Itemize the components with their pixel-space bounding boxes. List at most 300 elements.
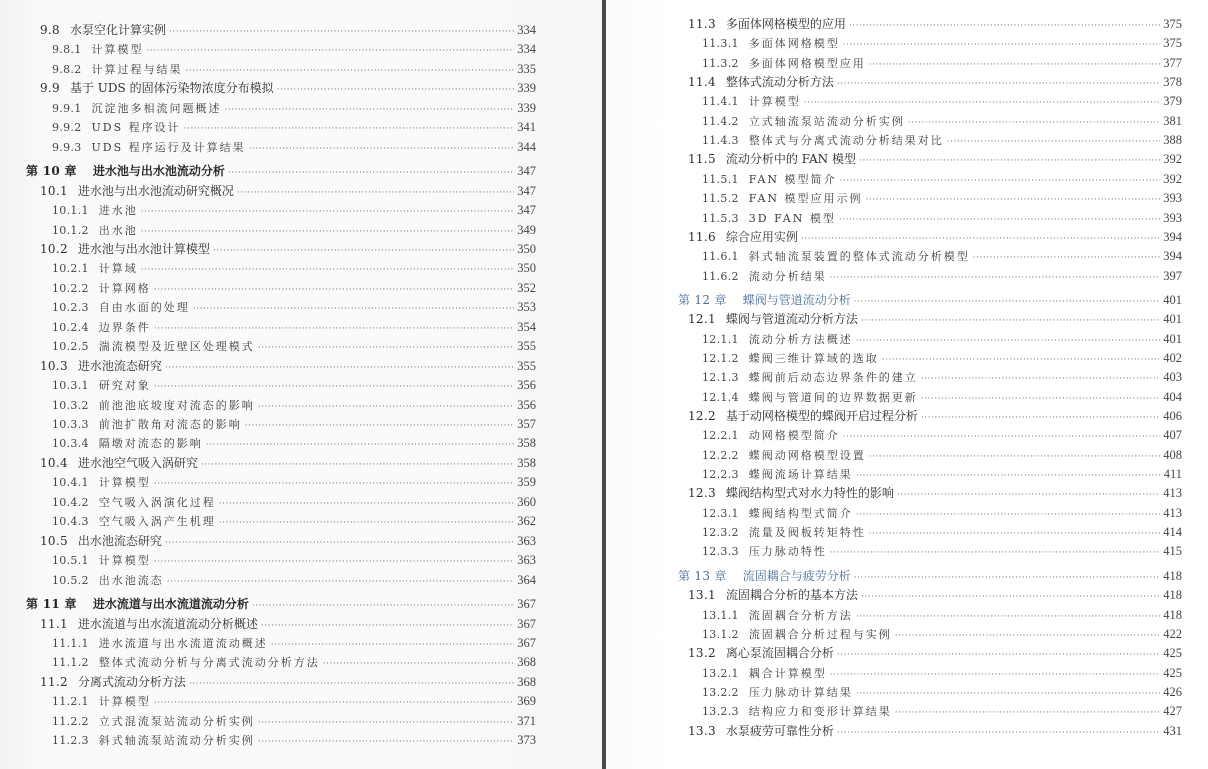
toc-entry-chapter[interactable] (678, 567, 1182, 585)
toc-entry-number: 13.1.2 (702, 627, 739, 641)
toc-entry-number: 11.5.1 (702, 172, 739, 186)
toc-entry-sub[interactable] (52, 138, 536, 156)
dot-leader (228, 164, 514, 182)
toc-entry-section[interactable] (688, 484, 1182, 502)
dot-leader (271, 636, 514, 654)
toc-entry-page: 373 (517, 733, 536, 748)
toc-entry-number: 9.9.2 (52, 121, 82, 135)
toc-entry-page: 407 (1163, 428, 1182, 443)
toc-entry-number: 13.3 (688, 723, 716, 738)
toc-entry-sub[interactable] (52, 653, 536, 671)
toc-entry-title: 流量及阀板转矩特性 (748, 526, 866, 540)
toc-entry-page: 334 (517, 23, 536, 37)
toc-entry-section[interactable] (688, 73, 1182, 91)
dot-leader (856, 685, 1160, 703)
dot-leader (804, 94, 1160, 112)
toc-entry-chapter[interactable] (678, 291, 1182, 309)
toc-entry-page: 392 (1163, 152, 1182, 167)
toc-entry-section[interactable] (40, 673, 536, 691)
dot-leader (237, 184, 514, 202)
toc-entry-sub[interactable] (702, 446, 1182, 464)
toc-entry-number: 11.6 (688, 229, 716, 244)
toc-entry-number: 10.3.4 (52, 437, 89, 451)
toc-entry-title: 进水流道与出水流道流动分析 (92, 597, 249, 612)
toc-entry-number: 13.2 (688, 646, 716, 661)
toc-entry-page: 415 (1163, 544, 1182, 559)
toc-entry-page: 394 (1163, 229, 1182, 244)
toc-entry-sub[interactable] (52, 99, 536, 117)
toc-entry-page: 431 (1163, 723, 1182, 738)
toc-entry-chapter[interactable] (26, 162, 536, 180)
toc-entry-title: 研究对象 (98, 379, 151, 393)
toc-entry-number: 12.1.3 (702, 371, 739, 385)
toc-entry-title: 立式混流泵站流动分析实例 (98, 714, 255, 728)
right-page (606, 0, 1208, 769)
toc-entry-sub[interactable] (702, 209, 1182, 227)
dot-leader (861, 312, 1160, 330)
toc-entry-title: 压力脉动特性 (748, 545, 827, 559)
toc-entry-title: 计算过程与结果 (91, 62, 183, 76)
toc-entry-number: 11.1.2 (52, 656, 89, 670)
toc-entry-sub[interactable] (702, 54, 1182, 72)
toc-entry-number: 10.5.1 (52, 554, 89, 568)
toc-entry-number: 12.2 (688, 409, 716, 423)
toc-entry-page: 408 (1163, 447, 1182, 462)
toc-entry-number: 10.2.5 (52, 340, 89, 354)
toc-entry-title: 湍流模型及近壁区处理模式 (98, 340, 255, 354)
toc-entry-number: 10.4.2 (52, 495, 89, 509)
toc-entry-sub[interactable] (702, 664, 1182, 682)
toc-entry-page: 422 (1163, 626, 1182, 641)
toc-entry-number: 11.2 (40, 674, 68, 689)
dot-leader (141, 203, 514, 221)
toc-entry-number: 9.8 (40, 23, 60, 37)
toc-entry-number: 10.3.2 (52, 398, 89, 412)
toc-entry-page: 358 (517, 455, 536, 470)
toc-entry-number: 11.5.3 (702, 211, 739, 225)
toc-entry-number: 12.1.2 (702, 351, 739, 365)
toc-entry-sub[interactable] (702, 426, 1182, 444)
dot-leader (258, 733, 514, 751)
toc-entry-sub[interactable] (702, 189, 1182, 207)
toc-entry-title: 进水池空气吸入涡研究 (77, 455, 198, 470)
toc-entry-number: 10.5.2 (52, 573, 89, 587)
dot-leader (856, 332, 1160, 350)
dot-leader (225, 101, 515, 119)
toc-entry-title: 进水池流态研究 (77, 358, 162, 373)
toc-entry-number: 第 13 章 (678, 568, 727, 583)
toc-entry-number: 第 12 章 (678, 292, 727, 307)
toc-entry-title: 多面体网格模型的应用 (725, 17, 846, 31)
toc-entry-page: 401 (1163, 331, 1182, 346)
toc-entry-number: 11.5.2 (702, 192, 739, 206)
toc-entry-number: 第 10 章 (26, 164, 77, 179)
toc-entry-section[interactable] (688, 644, 1182, 662)
toc-entry-section[interactable] (688, 722, 1182, 740)
toc-entry-page: 350 (517, 261, 536, 276)
toc-entry-title: 蝶阀前后动态边界条件的建立 (748, 371, 918, 385)
toc-entry-number: 12.1 (688, 312, 716, 327)
toc-entry-title: 耦合计算模型 (748, 666, 827, 680)
toc-entry-page: 413 (1163, 486, 1182, 501)
dot-leader (843, 428, 1160, 446)
dot-leader (973, 249, 1160, 267)
toc-entry-title: 流动分析结果 (748, 269, 827, 283)
toc-entry-number: 11.3.2 (702, 56, 739, 70)
toc-entry-page: 344 (517, 139, 536, 154)
toc-entry-sub[interactable] (52, 571, 536, 589)
toc-entry-page: 402 (1163, 350, 1182, 365)
toc-entry-number: 10.1.1 (52, 204, 89, 218)
toc-entry-sub[interactable] (702, 606, 1182, 624)
toc-entry-page: 371 (517, 713, 536, 728)
toc-entry-sub[interactable] (702, 349, 1182, 367)
toc-entry-page: 354 (517, 319, 536, 334)
toc-entry-title: 进水池与出水池流动研究概况 (77, 183, 234, 198)
dot-leader (189, 675, 514, 693)
toc-entry-title: 离心泵流固耦合分析 (725, 646, 834, 661)
toc-entry-sub[interactable] (702, 388, 1182, 406)
toc-entry-title: 流固耦合与疲劳分析 (742, 568, 851, 583)
toc-entry-page: 378 (1163, 75, 1182, 90)
dot-leader (258, 714, 514, 732)
toc-entry-title: 出水池流态研究 (77, 533, 162, 548)
dot-leader (856, 467, 1161, 485)
toc-entry-number: 13.2.2 (702, 685, 739, 699)
dot-leader (201, 456, 514, 474)
toc-entry-title: 前池扩散角对流态的影响 (98, 418, 242, 431)
dot-leader (830, 269, 1160, 287)
toc-entry-title: 基于动网格模型的蝶阀开启过程分析 (725, 409, 918, 423)
toc-entry-number: 12.2.3 (702, 468, 739, 482)
dot-leader (830, 544, 1160, 562)
toc-entry-title: 流动分析中的 FAN 模型 (725, 152, 857, 167)
toc-entry-page: 347 (517, 164, 536, 179)
toc-entry-page: 339 (517, 81, 536, 96)
dot-leader (869, 448, 1160, 466)
toc-entry-sub[interactable] (52, 40, 536, 58)
dot-leader (165, 359, 514, 377)
dot-leader (897, 486, 1160, 504)
toc-entry-number: 11.6.1 (702, 250, 739, 264)
toc-entry-page: 392 (1163, 171, 1182, 186)
dot-leader (801, 230, 1160, 248)
toc-entry-title: 流动分析方法概述 (748, 332, 853, 346)
toc-entry-number: 12.1.4 (702, 390, 739, 404)
toc-entry-number: 10.3 (40, 358, 68, 373)
toc-entry-page: 425 (1163, 665, 1182, 680)
toc-entry-page: 347 (517, 183, 536, 198)
toc-entry-number: 10.3.3 (52, 418, 89, 431)
toc-entry-number: 10.2.3 (52, 301, 89, 315)
dot-leader (141, 223, 514, 241)
toc-entry-sub[interactable] (52, 692, 536, 710)
toc-entry-page: 347 (517, 203, 536, 218)
toc-entry-sub[interactable] (52, 712, 536, 730)
toc-entry-sub[interactable] (702, 368, 1182, 386)
toc-entry-page: 397 (1163, 268, 1182, 283)
dot-leader (245, 417, 514, 435)
toc-entry-page: 368 (517, 655, 536, 670)
dot-leader (186, 62, 515, 80)
toc-entry-number: 12.2.2 (702, 448, 739, 462)
toc-entry-page: 369 (517, 694, 536, 709)
toc-entry-number: 12.3.3 (702, 545, 739, 559)
toc-entry-page: 364 (517, 572, 536, 587)
dot-leader (154, 553, 514, 571)
toc-entry-page: 363 (517, 533, 536, 548)
toc-entry-sub[interactable] (52, 396, 536, 414)
toc-entry-title: 立式轴流泵站流动分析实例 (748, 114, 905, 128)
toc-entry-page: 418 (1163, 568, 1182, 583)
toc-entry-sub[interactable] (702, 247, 1182, 265)
toc-entry-title: 斜式轴流泵装置的整体式流动分析模型 (748, 250, 970, 264)
toc-entry-title: 进水流道与出水流道流动分析概述 (77, 616, 258, 631)
toc-entry-number: 10.4.3 (52, 515, 89, 529)
toc-entry-sub[interactable] (52, 434, 536, 452)
toc-entry-sub[interactable] (702, 702, 1182, 720)
toc-entry-sub[interactable] (52, 201, 536, 219)
dot-leader (167, 573, 514, 591)
toc-entry-title: FAN 模型简介 (748, 172, 837, 186)
toc-entry-section[interactable] (688, 586, 1182, 604)
toc-entry-sub[interactable] (52, 221, 536, 239)
dot-leader (184, 120, 515, 138)
toc-entry-number: 11.2.1 (52, 695, 89, 709)
toc-entry-number: 13.2.1 (702, 666, 739, 680)
dot-leader (154, 475, 514, 493)
toc-entry-section[interactable] (688, 407, 1182, 425)
toc-entry-title: 流固耦合分析过程与实例 (748, 627, 892, 641)
toc-entry-title: 斜式轴流泵站流动分析实例 (98, 734, 255, 748)
toc-entry-sub[interactable] (52, 259, 536, 277)
left-page (0, 0, 602, 769)
toc-entry-section[interactable] (40, 21, 536, 39)
toc-entry-number: 11.4.1 (702, 95, 739, 109)
toc-entry-page: 401 (1163, 312, 1182, 327)
toc-entry-page: 334 (517, 42, 536, 57)
toc-entry-page: 353 (517, 300, 536, 315)
toc-entry-number: 11.2.2 (52, 714, 89, 728)
toc-entry-page: 377 (1163, 55, 1182, 70)
toc-entry-section[interactable] (40, 182, 536, 200)
toc-entry-page: 367 (517, 635, 536, 650)
dot-leader (219, 514, 514, 532)
toc-entry-sub[interactable] (52, 318, 536, 336)
dot-leader (277, 81, 515, 99)
toc-entry-sub[interactable] (702, 465, 1182, 483)
toc-entry-page: 394 (1163, 249, 1182, 264)
dot-leader (206, 436, 514, 454)
toc-entry-number: 12.3 (688, 486, 716, 501)
toc-entry-section[interactable] (688, 228, 1182, 246)
dot-leader (921, 370, 1160, 388)
dot-leader (165, 534, 514, 552)
dot-leader (258, 398, 514, 416)
dot-leader (839, 211, 1160, 229)
toc-entry-section[interactable] (688, 310, 1182, 328)
toc-entry-number: 10.2.2 (52, 281, 89, 295)
dot-leader (856, 608, 1160, 626)
toc-entry-sub[interactable] (702, 330, 1182, 348)
toc-entry-page: 411 (1163, 467, 1182, 482)
toc-entry-section[interactable] (40, 240, 536, 258)
toc-entry-sub[interactable] (52, 551, 536, 569)
toc-entry-section[interactable] (40, 454, 536, 472)
toc-entry-title: 蝶阀结构型式对水力特性的影响 (725, 486, 894, 501)
toc-entry-title: 蝶阀结构型式简介 (748, 506, 853, 520)
toc-entry-number: 13.2.3 (702, 705, 739, 719)
toc-entry-number: 11.2.3 (52, 734, 89, 748)
toc-entry-title: 动网格模型简介 (748, 429, 840, 443)
toc-entry-number: 11.1 (40, 616, 68, 631)
toc-entry-sub[interactable] (52, 473, 536, 491)
toc-entry-sub[interactable] (52, 493, 536, 511)
dot-leader (830, 666, 1160, 684)
toc-entry-section[interactable] (688, 150, 1182, 168)
toc-entry-sub[interactable] (702, 523, 1182, 541)
toc-entry-sub[interactable] (52, 60, 536, 78)
toc-entry-sub[interactable] (52, 118, 536, 136)
toc-entry-sub[interactable] (702, 170, 1182, 188)
toc-entry-title: 基于 UDS 的固体污染物浓度分布模拟 (69, 81, 274, 96)
dot-leader (252, 597, 514, 615)
toc-entry-sub[interactable] (702, 542, 1182, 560)
toc-entry-title: 进水池 (98, 204, 138, 218)
toc-entry-title: 蝶阀与管道流动分析 (742, 292, 851, 307)
toc-entry-page: 413 (1163, 505, 1182, 520)
dot-leader (193, 300, 514, 318)
toc-entry-page: 388 (1163, 133, 1182, 148)
toc-entry-number: 11.4 (688, 75, 716, 90)
toc-entry-sub[interactable] (702, 112, 1182, 130)
toc-entry-number: 第 11 章 (26, 597, 77, 612)
dot-leader (154, 320, 514, 338)
toc-entry-number: 11.6.2 (702, 269, 739, 283)
dot-leader (869, 525, 1160, 543)
toc-entry-page: 363 (517, 553, 536, 568)
toc-entry-number: 10.2 (40, 241, 68, 256)
dot-leader (882, 351, 1160, 369)
toc-entry-sub[interactable] (702, 504, 1182, 522)
toc-entry-page: 352 (517, 280, 536, 295)
dot-leader (854, 569, 1161, 587)
toc-entry-section[interactable] (40, 79, 536, 97)
toc-entry-title: 蝶阀动网格模型设置 (748, 448, 866, 462)
toc-entry-sub[interactable] (702, 131, 1182, 149)
toc-entry-title: 计算模型 (98, 476, 151, 490)
toc-entry-title: 边界条件 (98, 320, 151, 334)
toc-entry-title: 计算模型 (98, 695, 151, 709)
toc-entry-page: 350 (517, 241, 536, 256)
toc-entry-section[interactable] (40, 357, 536, 375)
toc-entry-title: 计算模型 (98, 554, 151, 568)
toc-entry-sub[interactable] (702, 92, 1182, 110)
toc-entry-sub[interactable] (702, 267, 1182, 285)
toc-entry-page: 356 (517, 378, 536, 393)
toc-entry-title: 整体式与分离式流动分析结果对比 (748, 134, 944, 148)
toc-entry-number: 11.3.1 (702, 37, 739, 51)
toc-entry-number: 9.8.1 (52, 43, 82, 57)
toc-entry-number: 13.1.1 (702, 608, 739, 622)
toc-entry-title: 计算模型 (748, 95, 801, 109)
toc-entry-title: 蝶阀与管道间的边界数据更新 (748, 390, 918, 404)
toc-entry-number: 9.9 (40, 81, 60, 96)
toc-entry-sub[interactable] (52, 634, 536, 652)
toc-entry-number: 10.5 (40, 533, 68, 548)
toc-entry-page: 356 (517, 397, 536, 412)
toc-entry-title: 计算域 (98, 262, 138, 276)
toc-entry-page: 341 (517, 120, 536, 135)
toc-entry-title: 计算网格 (98, 281, 151, 295)
toc-entry-sub[interactable] (52, 337, 536, 355)
toc-entry-page: 418 (1163, 588, 1182, 603)
toc-entry-page: 403 (1163, 370, 1182, 385)
toc-entry-page: 360 (517, 494, 536, 509)
toc-entry-title: 进水流道与出水流道流动概述 (98, 636, 268, 650)
toc-entry-number: 10.1.2 (52, 223, 89, 237)
toc-entry-sub[interactable] (52, 512, 536, 530)
dot-leader (154, 281, 514, 299)
toc-entry-page: 362 (517, 514, 536, 529)
toc-entry-title: 进水池与出水池计算模型 (77, 241, 210, 256)
dot-leader (854, 293, 1161, 311)
toc-entry-sub[interactable] (52, 731, 536, 749)
toc-entry-title: 蝶阀与管道流动分析方法 (725, 312, 858, 327)
toc-entry-page: 401 (1163, 292, 1182, 307)
toc-entry-sub[interactable] (52, 298, 536, 316)
toc-entry-page: 426 (1163, 684, 1182, 699)
toc-entry-sub[interactable] (52, 376, 536, 394)
toc-entry-page: 404 (1163, 389, 1182, 404)
dot-leader (849, 17, 1160, 35)
toc-entry-page: 425 (1163, 646, 1182, 661)
toc-entry-title: 流固耦合分析方法 (748, 608, 853, 622)
dot-leader (219, 495, 514, 513)
toc-entry-sub[interactable] (702, 34, 1182, 52)
toc-entry-sub[interactable] (702, 625, 1182, 643)
toc-entry-number: 10.4.1 (52, 476, 89, 490)
toc-entry-section[interactable] (40, 615, 536, 633)
toc-entry-title: 水泵疲劳可靠性分析 (725, 723, 834, 738)
toc-entry-title: 综合应用实例 (725, 229, 798, 244)
toc-entry-title: UDS 程序运行及计算结果 (91, 140, 246, 154)
toc-entry-chapter[interactable] (26, 595, 536, 613)
dot-leader (258, 339, 514, 357)
dot-leader (895, 627, 1160, 645)
toc-entry-page: 367 (517, 597, 536, 612)
toc-entry-title: 多面体网格模型应用 (748, 56, 866, 70)
toc-entry-page: 349 (517, 222, 536, 237)
dot-leader (261, 617, 514, 635)
toc-entry-sub[interactable] (702, 683, 1182, 701)
toc-entry-section[interactable] (688, 15, 1182, 33)
dot-leader (908, 114, 1160, 132)
dot-leader (837, 75, 1160, 93)
toc-entry-page: 393 (1163, 210, 1182, 225)
toc-entry-title: 进水池与出水池流动分析 (92, 164, 225, 179)
toc-entry-section[interactable] (40, 532, 536, 550)
toc-entry-sub[interactable] (52, 415, 536, 433)
toc-entry-title: 水泵空化计算实例 (69, 23, 166, 37)
toc-entry-page: 367 (517, 616, 536, 631)
dot-leader (154, 378, 514, 396)
toc-entry-number: 12.1.1 (702, 332, 739, 346)
toc-entry-title: 结构应力和变形计算结果 (748, 705, 892, 719)
dot-leader (921, 409, 1160, 427)
toc-entry-sub[interactable] (52, 279, 536, 297)
dot-leader (154, 694, 514, 712)
